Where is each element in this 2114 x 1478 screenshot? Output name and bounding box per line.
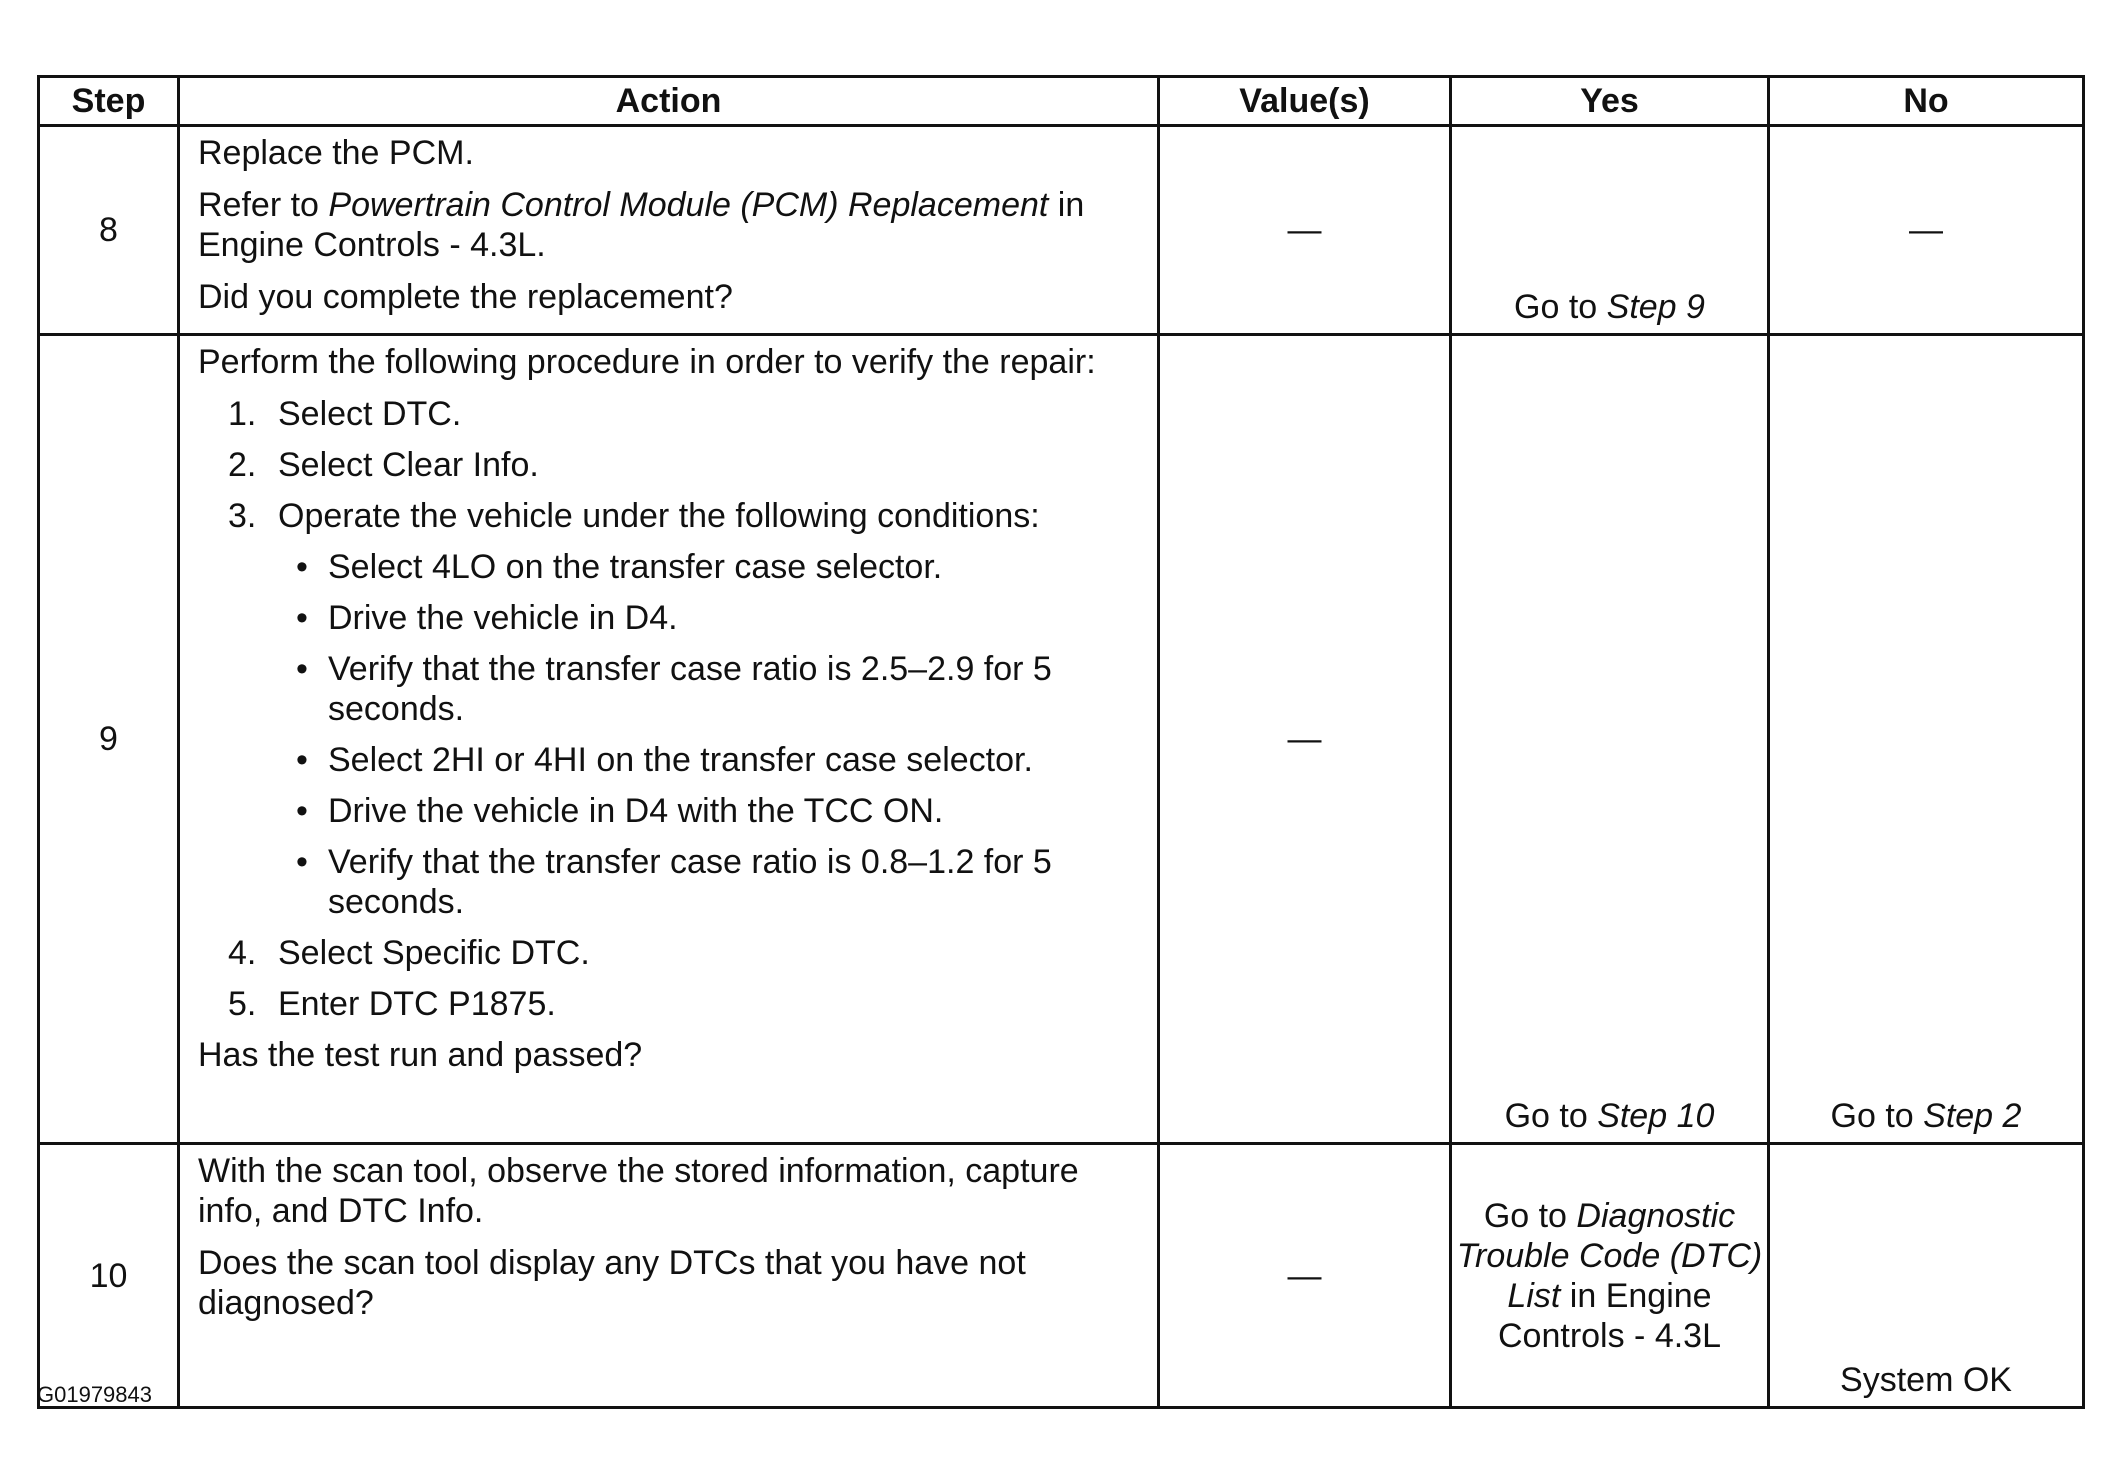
action-reference: [198, 185, 1141, 265]
condition-text: Drive the vehicle in D4.: [328, 599, 678, 637]
action-cell: [179, 1144, 1159, 1408]
step-index: 5.: [228, 985, 257, 1023]
bullet-icon: •: [296, 599, 308, 637]
step-number: 10: [39, 1144, 179, 1408]
bullet-icon: •: [296, 741, 308, 779]
step-text: Select Specific DTC.: [278, 934, 590, 972]
condition-list: [278, 547, 1141, 922]
yes-prefix: Go to: [1504, 1097, 1598, 1135]
no-prefix: Go to: [1830, 1097, 1924, 1135]
value-cell: —: [1159, 126, 1451, 335]
header-action: Action: [179, 77, 1159, 126]
yes-link[interactable]: Step 10: [1597, 1097, 1715, 1135]
table-row: [39, 1144, 2084, 1408]
procedure-step: [198, 394, 1141, 434]
bullet-icon: •: [296, 650, 308, 688]
procedure-step: [198, 496, 1141, 922]
action-intro: Perform the following procedure in order to verify the repair:: [198, 343, 1096, 381]
header-step: Step: [39, 77, 179, 126]
condition-text: Select 4LO on the transfer case selector.: [328, 548, 943, 586]
header-row: [39, 77, 2084, 126]
value-cell: —: [1159, 1144, 1451, 1408]
step-text: Operate the vehicle under the following conditions:: [278, 497, 1040, 535]
procedure-step: [198, 933, 1141, 973]
yes-cell: [1451, 335, 1769, 1144]
condition-item: [278, 791, 1141, 831]
table-row: [39, 126, 2084, 335]
yes-link[interactable]: Step 9: [1606, 288, 1705, 326]
action-text: Replace the PCM.: [198, 134, 474, 172]
condition-item: [278, 649, 1141, 729]
step-text: Select DTC.: [278, 395, 462, 433]
header-yes: Yes: [1451, 77, 1769, 126]
step-index: 2.: [228, 446, 257, 484]
no-cell: —: [1769, 126, 2084, 335]
step-index: 4.: [228, 934, 257, 972]
action-question: Has the test run and passed?: [198, 1036, 643, 1074]
figure-id: G01979843: [37, 1382, 152, 1407]
bullet-icon: •: [296, 548, 308, 586]
action-question: Did you complete the replacement?: [198, 278, 733, 316]
step-text: Select Clear Info.: [278, 446, 539, 484]
header-no: No: [1769, 77, 2084, 126]
step-index: 1.: [228, 395, 257, 433]
reference-prefix: Refer to: [198, 186, 329, 224]
no-cell: [1769, 335, 2084, 1144]
diagnostic-table: [37, 75, 2085, 1409]
condition-item: [278, 547, 1141, 587]
condition-text: Select 2HI or 4HI on the transfer case selector.: [328, 741, 1033, 779]
condition-text: Verify that the transfer case ratio is 0.8–1.2 for 5 seconds.: [328, 843, 1052, 921]
condition-text: Drive the vehicle in D4 with the TCC ON.: [328, 792, 944, 830]
header-values: Value(s): [1159, 77, 1451, 126]
step-number: 9: [39, 335, 179, 1144]
condition-item: [278, 740, 1141, 780]
yes-cell: [1451, 1144, 1769, 1408]
condition-item: [278, 842, 1141, 922]
table-row: [39, 335, 2084, 1144]
no-cell: System OK: [1769, 1144, 2084, 1408]
action-question: Does the scan tool display any DTCs that you have not diagnosed?: [198, 1244, 1026, 1322]
procedure-step: [198, 984, 1141, 1024]
action-text: With the scan tool, observe the stored information, capture info, and DTC Info.: [198, 1152, 1079, 1230]
condition-item: [278, 598, 1141, 638]
yes-link[interactable]: Diagnostic Trouble Code (DTC) List: [1456, 1196, 1763, 1315]
bullet-icon: •: [296, 843, 308, 881]
yes-cell: [1451, 126, 1769, 335]
step-number: 8: [39, 126, 179, 335]
value-cell: —: [1159, 335, 1451, 1144]
step-text: Enter DTC P1875.: [278, 985, 556, 1023]
condition-text: Verify that the transfer case ratio is 2.5–2.9 for 5 seconds.: [328, 650, 1052, 728]
procedure-list: [198, 394, 1141, 1024]
yes-suffix: in Engine Controls - 4.3L: [1498, 1276, 1721, 1355]
reference-link[interactable]: Powertrain Control Module (PCM) Replacement: [328, 186, 1049, 224]
action-cell: [179, 126, 1159, 335]
procedure-step: [198, 445, 1141, 485]
reference-suffix: in Engine Controls - 4.3L.: [198, 186, 1085, 264]
action-cell: [179, 335, 1159, 1144]
no-link[interactable]: Step 2: [1923, 1097, 2022, 1135]
bullet-icon: •: [296, 792, 308, 830]
yes-prefix: Go to: [1483, 1196, 1577, 1235]
step-index: 3.: [228, 497, 257, 535]
yes-prefix: Go to: [1514, 288, 1607, 326]
